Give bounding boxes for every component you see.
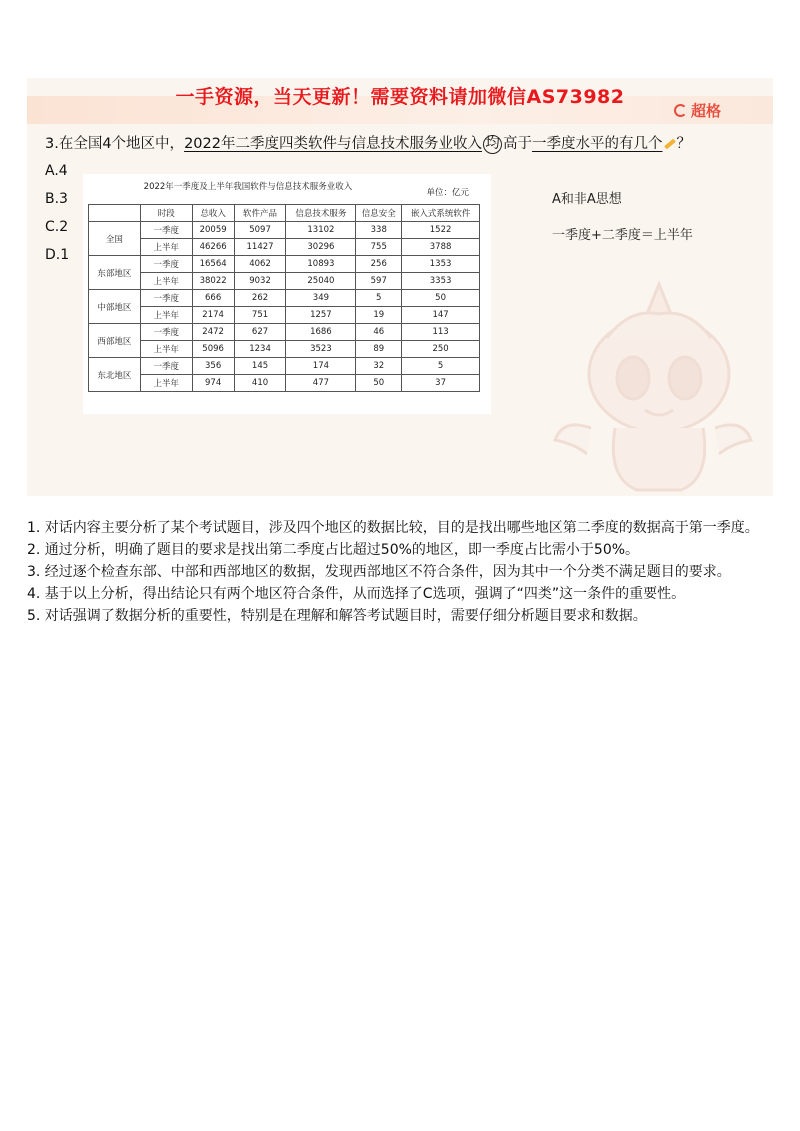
- question-suffix: ？: [676, 136, 691, 152]
- value-cell: 256: [356, 256, 402, 273]
- value-cell: 3353: [402, 273, 480, 290]
- question-prefix: 3.在全国4个地区中，: [45, 136, 185, 152]
- value-cell: 666: [192, 290, 234, 307]
- table-row: [89, 324, 480, 341]
- value-cell: 250: [402, 341, 480, 358]
- value-cell: 5: [402, 358, 480, 375]
- value-cell: 627: [234, 324, 286, 341]
- table-header-cell: 软件产品: [234, 205, 286, 222]
- value-cell: 4062: [234, 256, 286, 273]
- option-d: D.1: [45, 247, 70, 263]
- value-cell: 113: [402, 324, 480, 341]
- value-cell: 1234: [234, 341, 286, 358]
- question-text: [45, 132, 691, 154]
- summary-item: 5. 对话强调了数据分析的重要性，特别是在理解和解答考试题目时，需要仔细分析题目要求和数据。: [27, 608, 647, 624]
- region-cell: 东北地区: [89, 358, 141, 392]
- value-cell: 37: [402, 375, 480, 392]
- period-cell: 一季度: [140, 256, 192, 273]
- period-cell: 上半年: [140, 341, 192, 358]
- table-header-cell: 信息安全: [356, 205, 402, 222]
- value-cell: 10893: [286, 256, 356, 273]
- value-cell: 262: [234, 290, 286, 307]
- value-cell: 2174: [192, 307, 234, 324]
- table-header-cell: 时段: [140, 205, 192, 222]
- region-cell: 东部地区: [89, 256, 141, 290]
- table-row: [89, 341, 480, 358]
- table-header-cell: [89, 205, 141, 222]
- value-cell: 1522: [402, 222, 480, 239]
- value-cell: 38022: [192, 273, 234, 290]
- period-cell: 上半年: [140, 239, 192, 256]
- period-cell: 一季度: [140, 358, 192, 375]
- table-header-cell: 信息技术服务: [286, 205, 356, 222]
- value-cell: 147: [402, 307, 480, 324]
- value-cell: 5096: [192, 341, 234, 358]
- table-row: [89, 239, 480, 256]
- period-cell: 一季度: [140, 290, 192, 307]
- note-line: A和非A思想: [552, 192, 622, 207]
- summary-item: 2. 通过分析，明确了题目的要求是找出第二季度占比超过50%的地区，即一季度占比需小于50%。: [27, 542, 640, 558]
- value-cell: 11427: [234, 239, 286, 256]
- value-cell: 1686: [286, 324, 356, 341]
- period-cell: 一季度: [140, 324, 192, 341]
- option-c: C.2: [45, 219, 69, 235]
- region-cell: 全国: [89, 222, 141, 256]
- value-cell: 50: [356, 375, 402, 392]
- handwritten-notes: [552, 188, 693, 260]
- region-cell: 西部地区: [89, 324, 141, 358]
- brand-logo: [674, 100, 721, 121]
- value-cell: 349: [286, 290, 356, 307]
- period-cell: 上半年: [140, 307, 192, 324]
- banner-text: 一手资源，当天更新！需要资料请加微信AS73982: [175, 86, 625, 108]
- question-underlined-2: 一季度水平的有几个: [531, 136, 663, 152]
- table-unit: 单位：亿元: [426, 188, 469, 198]
- value-cell: 13102: [286, 222, 356, 239]
- lecture-slide: [27, 78, 773, 496]
- data-table-image: [83, 174, 491, 414]
- value-cell: 9032: [234, 273, 286, 290]
- value-cell: 338: [356, 222, 402, 239]
- value-cell: 3523: [286, 341, 356, 358]
- summary-text: [27, 518, 767, 628]
- table-row: [89, 290, 480, 307]
- option-a: A.4: [45, 163, 68, 179]
- table-row: [89, 273, 480, 290]
- table-row: [89, 375, 480, 392]
- value-cell: 20059: [192, 222, 234, 239]
- note-line: 一季度+二季度＝上半年: [552, 228, 693, 243]
- option-b: B.3: [45, 191, 68, 207]
- value-cell: 50: [402, 290, 480, 307]
- pencil-icon: [665, 139, 677, 150]
- revenue-table: [88, 204, 480, 392]
- value-cell: 974: [192, 375, 234, 392]
- value-cell: 356: [192, 358, 234, 375]
- value-cell: 89: [356, 341, 402, 358]
- value-cell: 1353: [402, 256, 480, 273]
- unicorn-mascot-watermark: [547, 278, 757, 496]
- question-circled-word: 均: [483, 135, 502, 154]
- value-cell: 174: [286, 358, 356, 375]
- question-underlined: 2022年二季度四类软件与信息技术服务业收入: [184, 136, 482, 152]
- value-cell: 19: [356, 307, 402, 324]
- table-row: [89, 222, 480, 239]
- value-cell: 145: [234, 358, 286, 375]
- value-cell: 597: [356, 273, 402, 290]
- table-header-cell: 嵌入式系统软件: [402, 205, 480, 222]
- value-cell: 32: [356, 358, 402, 375]
- summary-item: 1. 对话内容主要分析了某个考试题目，涉及四个地区的数据比较，目的是找出哪些地区第二季度的数据高于第一季度。: [27, 520, 759, 536]
- table-header-cell: 总收入: [192, 205, 234, 222]
- table-row: [89, 256, 480, 273]
- brand-logo-icon: [674, 104, 687, 117]
- value-cell: 755: [356, 239, 402, 256]
- table-row: [89, 358, 480, 375]
- value-cell: 16564: [192, 256, 234, 273]
- answer-options: [45, 160, 69, 272]
- value-cell: 46266: [192, 239, 234, 256]
- value-cell: 1257: [286, 307, 356, 324]
- value-cell: 2472: [192, 324, 234, 341]
- region-cell: 中部地区: [89, 290, 141, 324]
- question-middle: 高于: [502, 136, 532, 152]
- value-cell: 5: [356, 290, 402, 307]
- value-cell: 30296: [286, 239, 356, 256]
- period-cell: 上半年: [140, 375, 192, 392]
- value-cell: 410: [234, 375, 286, 392]
- table-header-row: [89, 205, 480, 222]
- summary-item: 4. 基于以上分析，得出结论只有两个地区符合条件，从而选择了C选项，强调了“四类”这一条件的重要性。: [27, 586, 686, 602]
- period-cell: 一季度: [140, 222, 192, 239]
- value-cell: 477: [286, 375, 356, 392]
- table-row: [89, 307, 480, 324]
- value-cell: 46: [356, 324, 402, 341]
- period-cell: 上半年: [140, 273, 192, 290]
- value-cell: 5097: [234, 222, 286, 239]
- table-title: 2022年一季度及上半年我国软件与信息技术服务业收入: [143, 182, 353, 192]
- summary-item: 3. 经过逐个检查东部、中部和西部地区的数据，发现西部地区不符合条件，因为其中一个分类不满足题目的要求。: [27, 564, 731, 580]
- value-cell: 25040: [286, 273, 356, 290]
- brand-logo-text: 超格: [690, 102, 721, 120]
- value-cell: 3788: [402, 239, 480, 256]
- value-cell: 751: [234, 307, 286, 324]
